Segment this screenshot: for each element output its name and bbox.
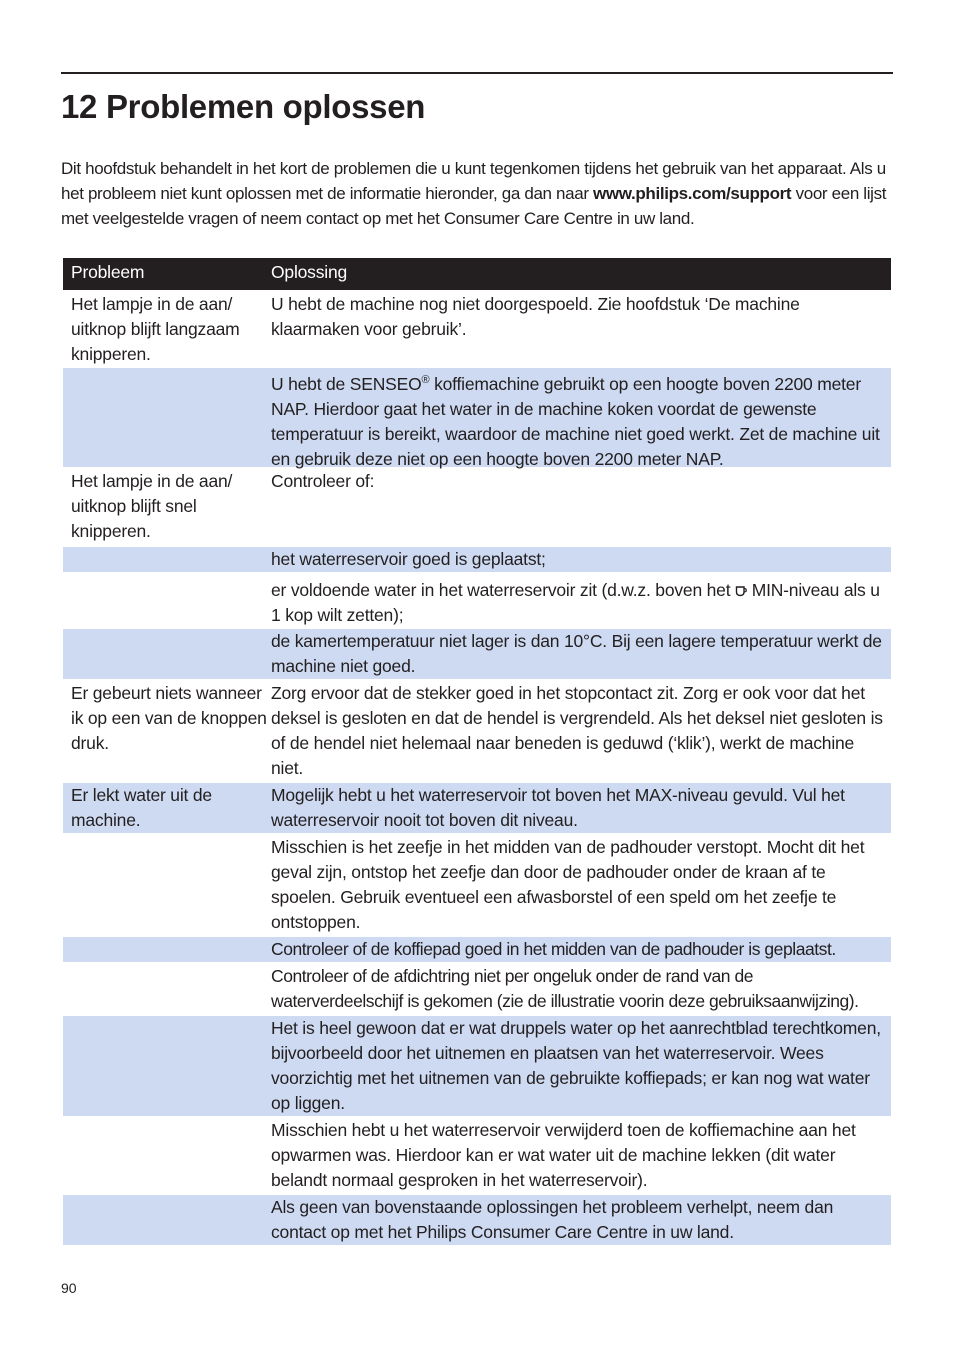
solution-cell: Controleer of: [271, 471, 375, 491]
solution-text: MIN-niveau als u 1 kop wilt zetten); [271, 580, 880, 625]
top-rule [61, 72, 893, 74]
solution-cell: Controleer of de afdichtring niet per ongeluk onder de rand van de waterverdeelschijf is gekomen (zie de illustratie voorin deze gebruiksaanwijzing). [271, 966, 859, 1011]
intro-paragraph [61, 156, 896, 231]
solution-cell: de kamertemperatuur niet lager is dan 10°C. Bij een lagere temperatuur werkt de machine niet goed. [271, 631, 882, 676]
table-row [63, 937, 891, 964]
table-row [63, 1016, 891, 1118]
registered-mark: ® [421, 374, 430, 386]
solution-cell: Mogelijk hebt u het waterreservoir tot boven het MAX-niveau gevuld. Vul het waterreservoir nooit tot boven dit niveau. [271, 785, 845, 830]
problem-cell [63, 964, 271, 1014]
problem-cell: Het lampje in de aan/ uitknop blijft langzaam knipperen. [71, 294, 240, 364]
table-row [63, 547, 891, 574]
problem-cell [63, 368, 271, 467]
table-row [63, 1118, 891, 1195]
solution-cell: Controleer of de koffiepad goed in het midden van de padhouder is geplaatst. [271, 939, 836, 959]
table-row [63, 469, 891, 547]
table-header [63, 258, 891, 292]
table-row [63, 964, 891, 1016]
table-row [63, 574, 891, 629]
solution-cell: het waterreservoir goed is geplaatst; [271, 549, 546, 569]
solution-cell: Misschien hebt u het waterreservoir verwijderd toen de koffiemachine aan het opwarmen was. Hierdoor kan er wat water uit de machine lekken (dit water belandt normaal gesproken in het waterreservoir). [271, 1120, 856, 1190]
problem-cell: Er gebeurt niets wanneer ik op een van de knoppen druk. [71, 683, 267, 753]
solution-cell: Als geen van bovenstaande oplossingen het probleem verhelpt, neem dan contact op met het Philips Consumer Care Centre in uw land. [271, 1197, 834, 1242]
solution-text: U hebt de SENSEO [271, 373, 422, 394]
troubleshooting-table [63, 258, 891, 1247]
solution-cell: Misschien is het zeefje in het midden van de padhouder verstopt. Mocht dit het geval zijn, ontstop het zeefje dan door de padhouder onder de kraan af te spoelen. Gebruik eventueel een afwasborstel of een speld om het zeefje te ontstoppen. [271, 837, 865, 932]
table-row [63, 783, 891, 835]
table-row [63, 292, 891, 368]
solution-cell: Het is heel gewoon dat er wat druppels water op het aanrechtblad terechtkomen, bijvoorbeeld door het uitnemen en plaatsen van het waterreservoir. Wees voorzichtig met het uitnemen van de gebruikte koffiepads; er kan nog wat water op liggen. [271, 1018, 881, 1113]
problem-cell: Er lekt water uit de machine. [71, 785, 212, 830]
solution-text: er voldoende water in het waterreservoir zit (d.w.z. boven het [271, 580, 736, 600]
table-row [63, 368, 891, 469]
solution-text: koffiemachine gebruikt op een hoogte boven 2200 meter NAP. Hierdoor gaat het water in de machine koken voordat de gewenste temperatuur is bereikt, waardoor de machine niet goed werkt. Zet de machine uit en gebruik deze niet op een hoogte boven 2200 meter NAP. [271, 373, 880, 469]
table-row [63, 1195, 891, 1247]
solution-cell [271, 368, 891, 467]
solution-cell: U hebt de machine nog niet doorgespoeld. Zie hoofdstuk ‘De machine klaarmaken voor gebruik’. [271, 294, 800, 339]
page-number: 90 [61, 1280, 77, 1296]
problem-cell [63, 629, 271, 679]
problem-cell: Het lampje in de aan/ uitknop blijft snel knipperen. [71, 471, 233, 541]
solution-cell [271, 578, 891, 627]
problem-cell [63, 578, 271, 627]
problem-cell [63, 1195, 271, 1245]
problem-cell [63, 835, 271, 935]
problem-cell [63, 937, 271, 962]
cup-icon [735, 585, 747, 597]
support-link[interactable]: www.philips.com/support [593, 184, 792, 203]
table-row [63, 681, 891, 783]
intro-text-before: Dit hoofdstuk behandelt in het kort de problemen die u kunt tegenkomen tijdens het gebruik van het apparaat. Als u het probleem niet kunt oplossen met de informatie hieronder, ga dan naar [61, 159, 886, 203]
problem-cell [63, 1016, 271, 1116]
header-problem: Probleem [71, 262, 145, 282]
problem-cell [63, 1118, 271, 1193]
page-title: 12 Problemen oplossen [61, 88, 426, 125]
table-row [63, 629, 891, 681]
table-row [63, 835, 891, 937]
solution-cell: Zorg ervoor dat de stekker goed in het stopcontact zit. Zorg er ook voor dat het deksel is gesloten en dat de hendel is vergrendeld. Als het deksel niet gesloten is of de hendel niet helemaal naar beneden is geduwd (‘klik’), werkt de machine niet. [271, 683, 883, 778]
intro-text-after: voor een lijst met veelgestelde vragen of neem contact op met het Consumer Care Centre in uw land. [61, 184, 887, 228]
header-solution: Oplossing [271, 262, 348, 282]
problem-cell [63, 547, 271, 572]
